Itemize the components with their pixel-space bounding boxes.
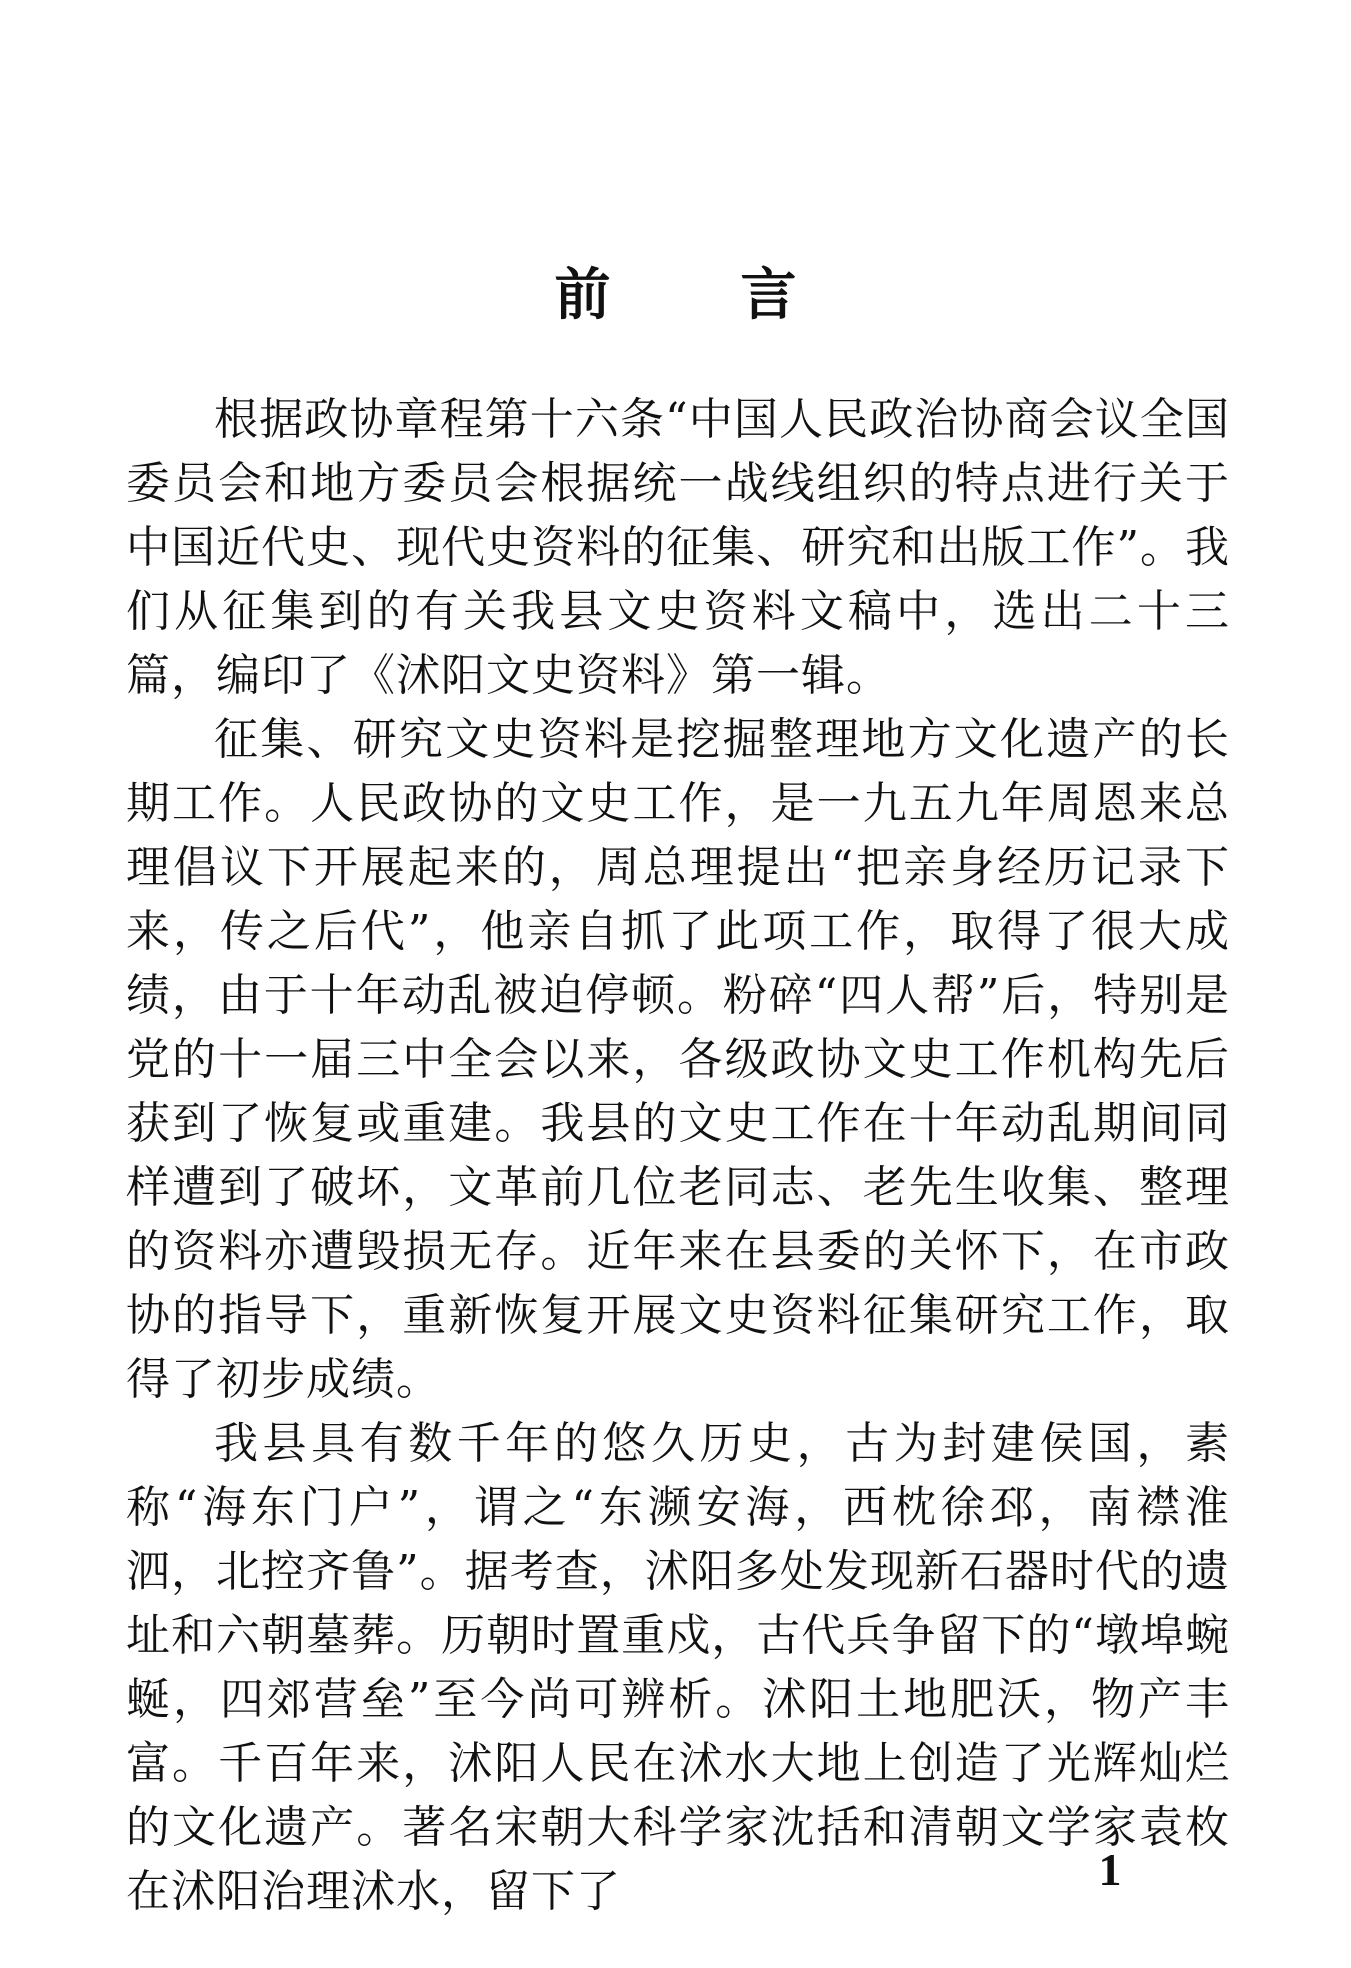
paragraph-3: 我县具有数千年的悠久历史，古为封建侯国，素称“海东门户”，谓之“东濒安海，西枕徐邳，南襟淮泗，北控齐鲁”。据考查，沭阳多处发现新石器时代的遗址和六朝墓葬。历朝时置重戍，古代兵争留下的“墩埠蜿蜒，四郊营垒”至今尚可辨析。沭阳土地肥沃，物产丰富。千百年来，沭阳人民在沭水大地上创造了光辉灿烂的文化遗产。著名宋朝大科学家沈括和清朝文学家袁枚在沭阳治理沭水，留下了	[126, 1418, 1230, 1917]
page-number: 1	[1098, 1844, 1122, 1895]
paragraph-2: 征集、研究文史资料是挖掘整理地方文化遗产的长期工作。人民政协的文史工作，是一九五九年周恩来总理倡议下开展起来的，周总理提出“把亲身经历记录下来，传之后代”，他亲自抓了此项工作，取得了很大成绩，由于十年动乱被迫停顿。粉碎“四人帮”后，特别是党的十一届三中全会以来，各级政协文史工作机构先后获到了恢复或重建。我县的文史工作在十年动乱期间同样遭到了破坏，文革前几位老同志、老先生收集、整理的资料亦遭毁损无存。近年来在县委的关怀下，在市政协的指导下，重新恢复开展文史资料征集研究工作，取得了初步成绩。	[126, 714, 1230, 1405]
page-title: 前言	[554, 262, 927, 328]
paragraph-1: 根据政协章程第十六条“中国人民政治协商会议全国委员会和地方委员会根据统一战线组织的特点进行关于中国近代史、现代史资料的征集、研究和出版工作”。我们从征集到的有关我县文史资料文稿中，选出二十三篇，编印了《沭阳文史资料》第一辑。	[126, 394, 1230, 701]
body-text	[126, 388, 1230, 1924]
